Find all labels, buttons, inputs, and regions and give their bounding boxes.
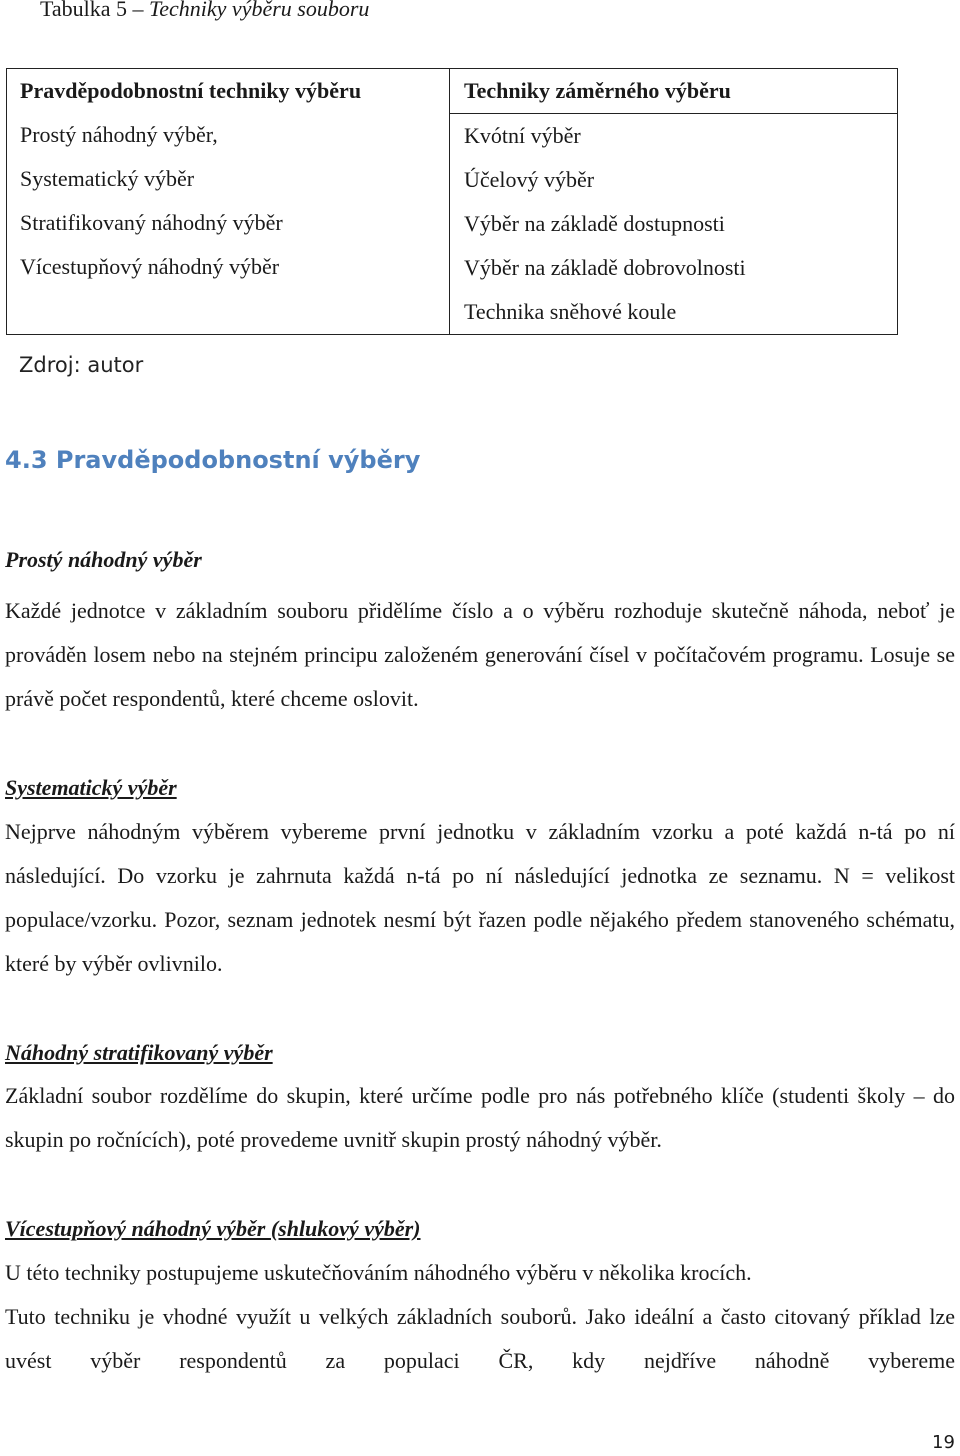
list-item: Stratifikovaný náhodný výběr (20, 210, 283, 235)
list-item: Kvótní výběr (464, 123, 581, 148)
list-item: Vícestupňový náhodný výběr (20, 254, 280, 279)
list-item: Prostý náhodný výběr, (20, 122, 218, 147)
paragraph: U této techniky postupujeme uskutečňováním náhodného výběru v několika krocích. (5, 1260, 752, 1285)
page-number: 19 (932, 1432, 955, 1453)
paragraph: Tuto techniku je vhodné využít u velkých základních souborů. Jako ideální a často citovaný příklad lze uvést výběr respondentů za populaci ČR, kdy nejdříve náhodně vybereme (5, 1304, 955, 1373)
list-item: Výběr na základě dostupnosti (464, 211, 725, 236)
paragraph: Nejprve náhodným výběrem vybereme první jednotku v základním vzorku a poté každá n-tá po ní následující. Do vzorku je zahrnuta každá n-tá po ní následující jednotka ze seznamu. N = velikost populace/vzorku. Pozor, seznam jednotek nesmí být řazen podle nějakého předem stanoveného schématu, které by výběr ovlivnilo. (5, 819, 955, 976)
list-item: Systematický výběr (20, 166, 195, 191)
section-heading: 4.3 Pravděpodobnostní výběry (5, 446, 421, 474)
table-caption (40, 0, 369, 24)
list-item: Účelový výběr (464, 167, 595, 192)
subsection-title: Prostý náhodný výběr (5, 547, 202, 572)
list-item: Výběr na základě dobrovolnosti (464, 255, 746, 280)
purposive-column (450, 69, 898, 335)
probability-header: Pravděpodobnostní techniky výběru (20, 78, 362, 103)
caption-prefix: Tabulka 5 – (40, 0, 150, 21)
paragraph: Každé jednotce v základním souboru přidělíme číslo a o výběru rozhoduje skutečně náhoda, neboť je prováděn losem nebo na stejném principu založeném generování čísel v počítačovém programu. Losuje se právě počet respondentů, které chceme oslovit. (5, 598, 955, 711)
caption-title: Techniky výběru souboru (149, 0, 370, 21)
table-source: Zdroj: autor (19, 353, 144, 377)
sampling-techniques-table (6, 68, 898, 335)
list-item: Technika sněhové koule (464, 299, 677, 324)
purposive-header: Techniky záměrného výběru (450, 69, 897, 114)
probability-column (7, 69, 450, 335)
subsection-title: Náhodný stratifikovaný výběr (5, 1040, 273, 1065)
subsection-title: Vícestupňový náhodný výběr (shlukový výběr) (5, 1216, 421, 1241)
paragraph: Základní soubor rozdělíme do skupin, které určíme podle pro nás potřebného klíče (studenti školy – do skupin po ročnících), poté provedeme uvnitř skupin prostý náhodný výběr. (5, 1083, 955, 1152)
subsection-title: Systematický výběr (5, 775, 177, 800)
